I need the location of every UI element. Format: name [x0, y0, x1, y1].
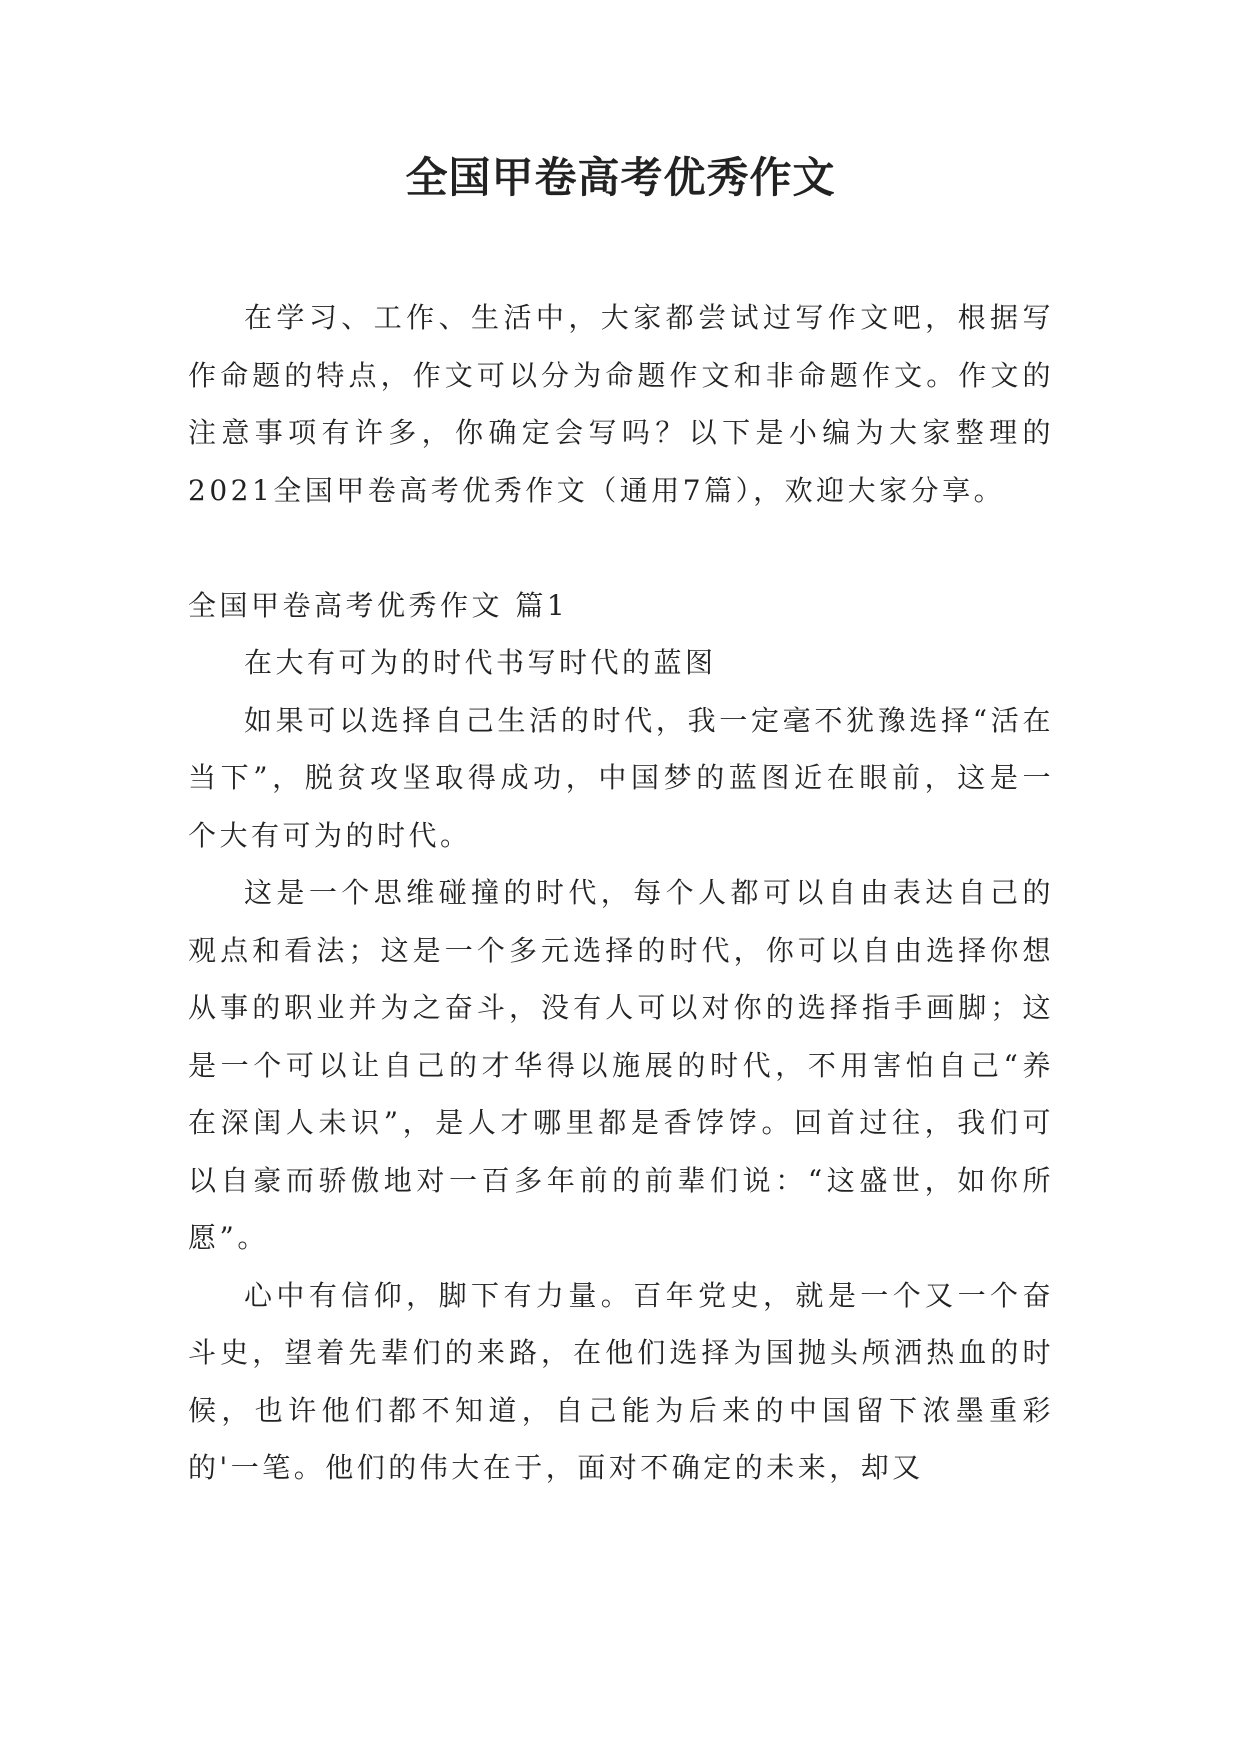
essay-paragraph-1: 如果可以选择自己生活的时代，我一定毫不犹豫选择“活在当下”，脱贫攻坚取得成功，中国梦的蓝图近在眼前，这是一个大有可为的时代。 [188, 703, 1054, 852]
essay-paragraph-2: 这是一个思维碰撞的时代，每个人都可以自由表达自己的观点和看法；这是一个多元选择的时代，你可以自由选择你想从事的职业并为之奋斗，没有人可以对你的选择指手画脚；这是一个可以让自己的才华得以施展的时代，不用害怕自己“养在深闺人未识”，是人才哪里都是香饽饽。回首过往，我们可以自豪而骄傲地对一百多年前的前辈们说：“这盛世，如你所愿”。 [188, 876, 1054, 1254]
document-title: 全国甲卷高考优秀作文 [405, 153, 836, 202]
document-body [188, 289, 1054, 1497]
section-heading: 全国甲卷高考优秀作文 篇1 [188, 588, 569, 622]
essay-paragraph-3: 心中有信仰，脚下有力量。百年党史，就是一个又一个奋斗史，望着先辈们的来路，在他们选择为国抛头颅洒热血的时候，也许他们都不知道，自己能为后来的中国留下浓墨重彩的'一笔。他们的伟大在于，面对不确定的未来，却又 [188, 1278, 1054, 1484]
intro-paragraph: 在学习、工作、生活中，大家都尝试过写作文吧，根据写作命题的特点，作文可以分为命题作文和非命题作文。作文的注意事项有许多，你确定会写吗？以下是小编为大家整理的2021全国甲卷高考优秀作文（通用7篇），欢迎大家分享。 [188, 301, 1054, 507]
paragraph-gap [188, 519, 1054, 577]
essay-title: 在大有可为的时代书写时代的蓝图 [244, 646, 717, 679]
